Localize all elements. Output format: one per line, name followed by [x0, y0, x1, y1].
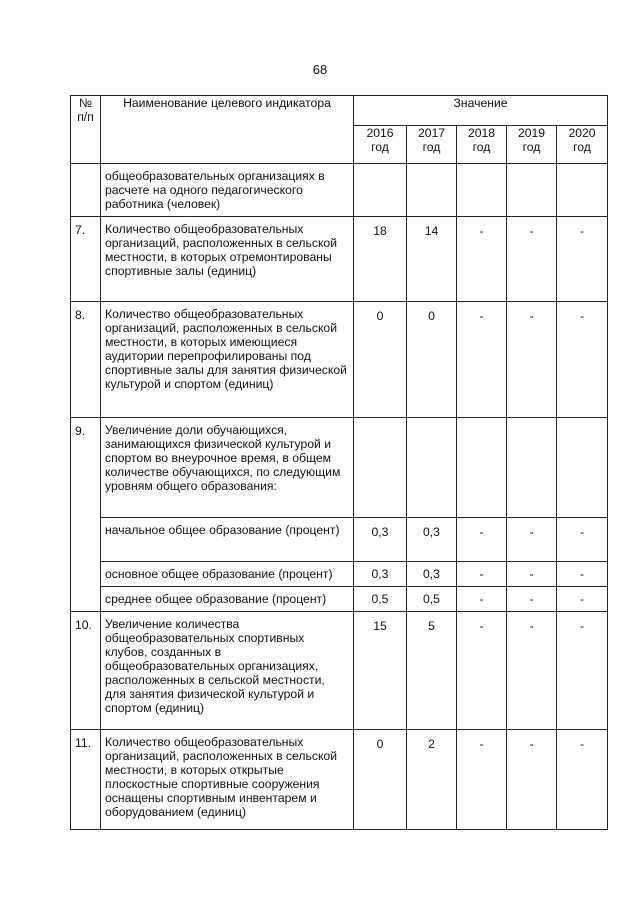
value-cell: 0,3 — [354, 518, 407, 562]
value-cell: 0 — [407, 302, 457, 418]
indicator-name: среднее общее образование (процент) — [101, 587, 354, 612]
value-cell: - — [457, 302, 507, 418]
table-row — [71, 562, 608, 587]
value-cell: 0 — [354, 730, 407, 830]
indicator-name: Количество общеобразовательных организаций, расположенных в сельской местности, в которых отремонтированы спортивные залы (единиц) — [101, 217, 354, 302]
value-cell: - — [557, 562, 608, 587]
value-cell: 14 — [407, 217, 457, 302]
value-cell: 2 — [407, 730, 457, 830]
page-number: 68 — [312, 62, 328, 77]
value-cell: 0,3 — [354, 562, 407, 587]
value-cell: - — [557, 730, 608, 830]
indicator-name: Количество общеобразовательных организаций, расположенных в сельской местности, в которых открытые плоскостные спортивные сооружения оснащены спортивным инвентарем и оборудованием (единиц) — [101, 730, 354, 830]
value-cell: - — [557, 612, 608, 730]
indicator-name: основное общее образование (процент) — [101, 562, 354, 587]
indicators-table — [70, 95, 608, 830]
header-year: 2020 год — [557, 126, 608, 164]
row-number: 11. — [71, 730, 101, 830]
row-number: 7. — [71, 217, 101, 302]
value-cell: - — [507, 562, 557, 587]
value-cell: - — [507, 518, 557, 562]
indicator-name: Увеличение количества общеобразовательных спортивных клубов, созданных в общеобразовательных организациях, расположенных в сельской местности, для занятия физической культурой и спортом (единиц) — [101, 612, 354, 730]
value-cell: - — [507, 730, 557, 830]
value-cell — [507, 418, 557, 518]
value-cell: - — [457, 612, 507, 730]
indicator-name: Количество общеобразовательных организаций, расположенных в сельской местности, в которых имеющиеся аудитории перепрофилированы под спортивные залы для занятия физической культурой и спортом (единиц) — [101, 302, 354, 418]
value-cell — [407, 164, 457, 217]
table-row — [71, 164, 608, 217]
header-year: 2016 год — [354, 126, 407, 164]
value-cell: - — [557, 587, 608, 612]
header-year: 2017 год — [407, 126, 457, 164]
header-year: 2018 год — [457, 126, 507, 164]
value-cell: - — [457, 562, 507, 587]
table-row — [71, 302, 608, 418]
header-value: Значение — [354, 96, 608, 126]
table-row — [71, 418, 608, 518]
value-cell: - — [557, 217, 608, 302]
value-cell — [354, 418, 407, 518]
value-cell: - — [457, 730, 507, 830]
value-cell: 0,5 — [354, 587, 407, 612]
value-cell: 18 — [354, 217, 407, 302]
indicator-name: общеобразовательных организациях в расчете на одного педагогического работника (человек) — [101, 164, 354, 217]
value-cell: 0 — [354, 302, 407, 418]
table-row — [71, 730, 608, 830]
value-cell: 15 — [354, 612, 407, 730]
row-number: 8. — [71, 302, 101, 418]
row-number — [71, 164, 101, 217]
table-row — [71, 587, 608, 612]
value-cell: - — [507, 217, 557, 302]
value-cell: 0,3 — [407, 518, 457, 562]
value-cell — [457, 164, 507, 217]
value-cell — [457, 418, 507, 518]
row-number: 9. — [71, 418, 101, 612]
value-cell — [507, 164, 557, 217]
table-row — [71, 612, 608, 730]
value-cell — [354, 164, 407, 217]
value-cell: - — [557, 302, 608, 418]
value-cell — [557, 418, 608, 518]
value-cell: - — [457, 587, 507, 612]
table-row — [71, 217, 608, 302]
value-cell: 0,5 — [407, 587, 457, 612]
header-num: № п/п — [71, 96, 101, 164]
row-number: 10. — [71, 612, 101, 730]
value-cell — [557, 164, 608, 217]
value-cell: - — [507, 612, 557, 730]
value-cell: 5 — [407, 612, 457, 730]
table-row — [71, 518, 608, 562]
indicator-name: Увеличение доли обучающихся, занимающихся физической культурой и спортом во внеурочное время, в общем количестве обучающихся, по следующим уровням общего образования: — [101, 418, 354, 518]
value-cell: - — [457, 518, 507, 562]
value-cell: - — [507, 302, 557, 418]
indicator-name: начальное общее образование (процент) — [101, 518, 354, 562]
value-cell — [407, 418, 457, 518]
header-indicator-name: Наименование целевого индикатора — [101, 96, 354, 164]
value-cell: 0,3 — [407, 562, 457, 587]
header-year: 2019 год — [507, 126, 557, 164]
value-cell: - — [557, 518, 608, 562]
value-cell: - — [507, 587, 557, 612]
value-cell: - — [457, 217, 507, 302]
